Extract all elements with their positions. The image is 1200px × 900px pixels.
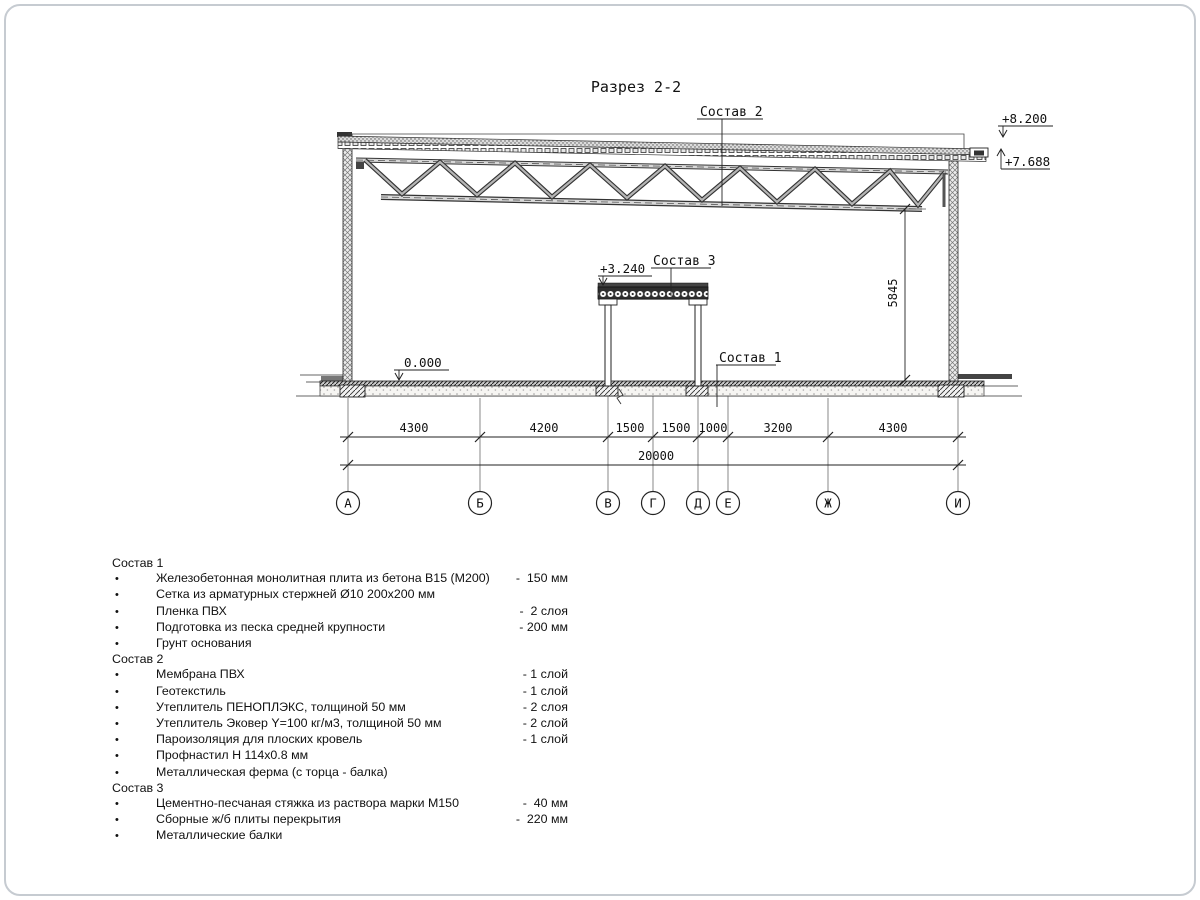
- legend-item: • Утеплитель ПЕНОПЛЭКС, толщиной 50 мм - 2 слоя: [112, 700, 568, 716]
- bullet: •: [115, 669, 119, 682]
- legend-item: • Подготовка из песка средней крупности - 200 мм: [112, 620, 568, 636]
- dim-1500-a: 1500: [615, 421, 645, 435]
- legend-item: • Пароизоляция для плоских кровель - 1 слой: [112, 732, 568, 748]
- callout-sostav-1: Состав 1: [719, 351, 782, 366]
- legend-item: • Мембрана ПВХ - 1 слой: [112, 667, 568, 683]
- bullet: •: [115, 605, 119, 618]
- right-wall: [949, 161, 958, 381]
- truss-gusset: [356, 162, 364, 169]
- dim-total-20000: 20000: [637, 449, 675, 463]
- legend-item: • Цементно-песчаная стяжка из раствора марки М150 - 40 мм: [112, 796, 568, 812]
- bullet: •: [115, 573, 119, 586]
- elevation-parapet-value: +8.200: [1002, 111, 1048, 126]
- elevation-mezzanine-value: +3.240: [600, 261, 646, 276]
- bullet: •: [115, 685, 119, 698]
- dim-4300-a: 4300: [399, 421, 429, 435]
- dim-3200: 3200: [763, 421, 793, 435]
- legend-item: • Железобетонная монолитная плита из бетона В15 (М200) - 150 мм: [112, 571, 568, 587]
- callout-sostav-2: Состав 2: [700, 105, 763, 120]
- bullet: •: [115, 701, 119, 714]
- axis-label-g: Г: [649, 495, 657, 511]
- height-dimension: [886, 204, 926, 385]
- legend-item: • Грунт основания: [112, 636, 568, 652]
- legend-item: • Утеплитель Эковер Y=100 кг/м3, толщиной 50 мм - 2 слой: [112, 716, 568, 732]
- bullet: •: [115, 750, 119, 763]
- bullet: •: [115, 718, 119, 731]
- legend-item: • Сборные ж/б плиты перекрытия - 220 мм: [112, 812, 568, 828]
- bullet: •: [115, 766, 119, 779]
- dim-4200: 4200: [529, 421, 559, 435]
- legend-item: • Профнастил Н 114х0.8 мм: [112, 748, 568, 764]
- mezzanine: [598, 283, 708, 386]
- left-wall: [343, 134, 352, 381]
- beam-capital-left: [599, 299, 617, 305]
- legend-section-title: Состав 2: [112, 652, 164, 667]
- roof-deck: [338, 136, 988, 162]
- legend-item: • Сетка из арматурных стержней Ø10 200х200 мм: [112, 587, 568, 603]
- legend-item: • Металлические балки: [112, 828, 568, 844]
- column-right: [695, 305, 701, 386]
- legend-section-title: Состав 1: [112, 556, 164, 570]
- dim-1500-b: 1500: [661, 421, 691, 435]
- dim-1000: 1000: [698, 421, 728, 435]
- roof-truss: [356, 160, 948, 209]
- legend-item: • Геотекстиль - 1 слой: [112, 684, 568, 700]
- beam-capital-right: [689, 299, 707, 305]
- hollow-core-slab: [598, 287, 708, 299]
- mezzanine-screed: [598, 283, 708, 287]
- axis-bubbles: [337, 492, 970, 515]
- legend-item: • Металлическая ферма (с торца - балка): [112, 765, 568, 781]
- bullet: •: [115, 830, 119, 843]
- bullet: •: [115, 638, 119, 651]
- elevation-mark-7688: [997, 149, 1050, 169]
- bullet: •: [115, 734, 119, 747]
- bullet: •: [115, 814, 119, 827]
- column-left: [605, 305, 611, 386]
- elevation-mark-3240: [598, 261, 652, 285]
- bullet: •: [115, 798, 119, 811]
- axis-label-zh: Ж: [824, 495, 832, 511]
- elevation-mark-8200: [998, 111, 1053, 137]
- axis-label-a: А: [344, 495, 352, 511]
- bullet: •: [115, 621, 119, 634]
- height-dimension-value: 5845: [886, 278, 900, 308]
- axis-label-e: Е: [724, 495, 732, 511]
- bullet: •: [115, 589, 119, 602]
- legend-item: • Пленка ПВХ - 2 слоя: [112, 604, 568, 620]
- legend-section-title: Состав 3: [112, 780, 164, 795]
- floor-slab: [320, 381, 984, 404]
- right-apron: [958, 374, 1012, 379]
- elevation-floor-value: 0.000: [404, 355, 442, 370]
- drawing-title: Разрез 2-2: [590, 78, 682, 96]
- materials-legend: [112, 556, 568, 845]
- elevation-mark-0000: [394, 355, 449, 380]
- callout-sostav-3: Состав 3: [653, 254, 716, 269]
- axis-label-i: И: [954, 495, 962, 511]
- elevation-roof-value: +7.688: [1005, 154, 1051, 169]
- axis-label-b: Б: [476, 495, 484, 511]
- axis-extension-lines: [348, 396, 958, 492]
- dim-4300-b: 4300: [878, 421, 908, 435]
- axis-label-d: Д: [694, 495, 702, 511]
- axis-label-v: В: [604, 495, 612, 511]
